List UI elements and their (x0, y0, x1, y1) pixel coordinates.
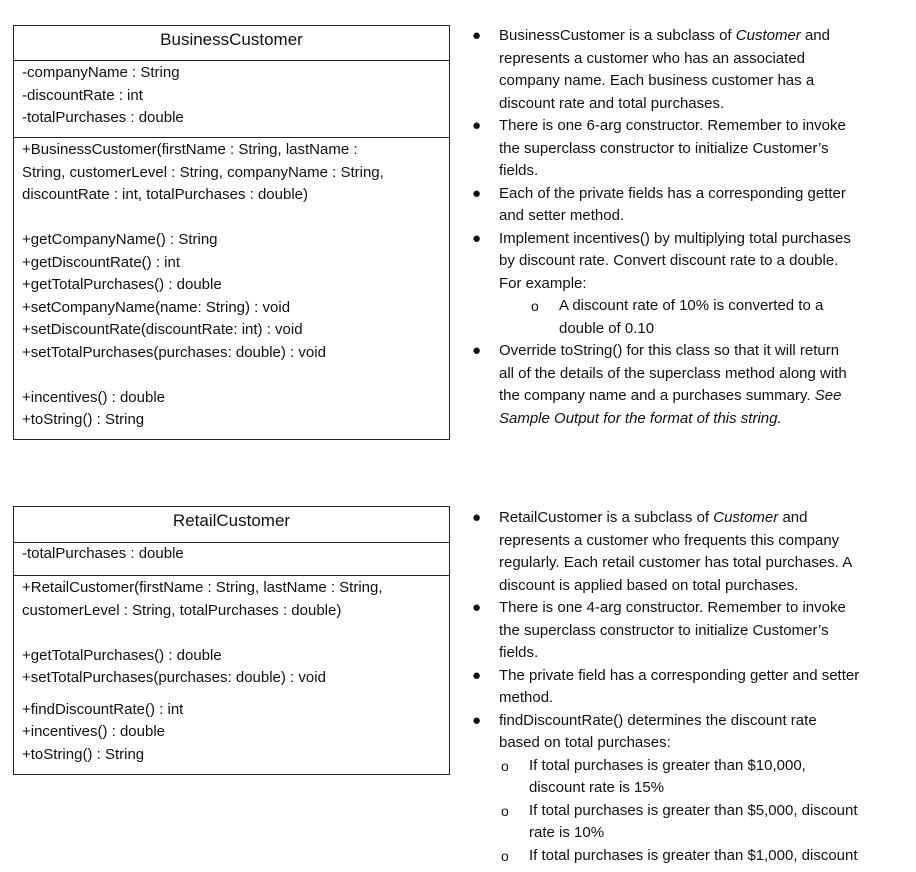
note-line: company name. Each business customer has a (499, 72, 815, 89)
spacer (22, 690, 449, 699)
note-line: Implement incentives() by multiplying total purchases (499, 229, 851, 247)
business-customer-methods (14, 138, 449, 432)
method-set-discount-rate: +setDiscountRate(discountRate: int) : void (22, 321, 303, 338)
sub-note-item (499, 800, 911, 845)
method-get-total-purchases: +getTotalPurchases() : double (22, 276, 222, 293)
spacer (22, 622, 449, 645)
note-line: represents a customer who has an associated (499, 49, 805, 67)
note-line: Each of the private fields has a corresponding getter (499, 184, 846, 202)
method-to-string: +toString() : String (22, 411, 145, 428)
method-set-total-purchases: +setTotalPurchases(purchases: double) : void (22, 343, 326, 361)
note-item (472, 710, 911, 868)
note-line: based on total purchases: (499, 734, 671, 751)
note-line: regularly. Each retail customer has total purchases. A (499, 554, 853, 571)
note-item (472, 340, 911, 430)
note-line: If total purchases is greater than $10,000, (529, 756, 806, 774)
note-line: and setter method. (499, 207, 625, 224)
sub-note-item (499, 295, 911, 340)
bullet-icon: ● (472, 184, 482, 202)
note-line: fields. (499, 644, 539, 661)
retail-customer-class-name: RetailCustomer (14, 507, 449, 543)
note-line: the company name and a purchases summary. See (499, 387, 842, 404)
method-find-discount-rate: +findDiscountRate() : int (22, 700, 184, 718)
note-line: There is one 4-arg constructor. Remember to invoke (499, 599, 846, 616)
bullet-icon: ● (472, 509, 482, 526)
sub-bullet-icon: o (501, 802, 509, 819)
note-line: the superclass constructor to initialize Customer’s (499, 621, 829, 639)
business-customer-fields (14, 61, 449, 138)
bullet-icon: ● (472, 342, 482, 359)
note-line: findDiscountRate() determines the discount rate (499, 711, 817, 729)
method-to-string: +toString() : String (22, 745, 145, 763)
note-line: discount rate is 15% (529, 779, 665, 796)
bullet-icon: ● (472, 117, 482, 134)
note-line: double of 0.10 (559, 319, 655, 337)
method-incentives: +incentives() : double (22, 723, 165, 740)
note-line: For example: (499, 274, 587, 292)
constructor-line: customerLevel : String, totalPurchases : double) (22, 601, 342, 619)
note-line: represents a customer who frequents this company (499, 531, 840, 549)
note-line: rate is 10% (529, 824, 605, 841)
method-get-company-name: +getCompanyName() : String (22, 231, 218, 248)
sub-bullet-icon: o (501, 847, 509, 864)
business-customer-class-name: BusinessCustomer (14, 26, 449, 61)
business-customer-class-box (13, 25, 450, 440)
constructor-line: String, customerLevel : String, companyName : String, (22, 163, 384, 181)
field-discount-rate: -discountRate : int (22, 86, 143, 104)
note-item (472, 507, 911, 597)
note-line: A discount rate of 10% is converted to a (559, 297, 824, 314)
note-line: There is one 6-arg constructor. Remember to invoke (499, 117, 846, 134)
retail-customer-methods (14, 576, 449, 766)
spacer (22, 207, 449, 230)
note-line: RetailCustomer is a subclass of Customer and (499, 509, 808, 526)
sub-note-item (499, 845, 911, 868)
note-line: fields. (499, 162, 539, 179)
note-item (472, 115, 911, 183)
field-company-name: -companyName : String (22, 64, 180, 81)
note-item (472, 597, 911, 665)
note-line: BusinessCustomer is a subclass of Customer and (499, 27, 830, 44)
sub-note-item (499, 755, 911, 800)
method-set-total-purchases: +setTotalPurchases(purchases: double) : void (22, 669, 326, 686)
constructor-line: +BusinessCustomer(firstName : String, lastName : (22, 141, 358, 158)
note-line: Override toString() for this class so that it will return (499, 342, 840, 359)
note-line: all of the details of the superclass method along with (499, 364, 847, 382)
sub-bullet-icon: o (501, 757, 509, 774)
constructor-line: +RetailCustomer(firstName : String, lastName : String, (22, 579, 383, 596)
bullet-icon: ● (472, 229, 482, 247)
retail-customer-fields (14, 543, 449, 576)
sub-bullet-icon: o (531, 298, 539, 314)
field-total-purchases: -totalPurchases : double (22, 545, 184, 562)
note-line: by discount rate. Convert discount rate to a double. (499, 252, 839, 269)
note-item (472, 25, 911, 115)
constructor-line: discountRate : int, totalPurchases : double) (22, 186, 308, 203)
method-set-company-name: +setCompanyName(name: String) : void (22, 298, 291, 316)
note-line: If total purchases is greater than $1,000, discount (529, 846, 858, 864)
note-line: The private field has a corresponding getter and setter (499, 666, 860, 684)
retail-customer-notes (472, 507, 911, 867)
bullet-icon: ● (472, 27, 482, 44)
note-line: Sample Output for the format of this string. (499, 409, 782, 427)
method-get-discount-rate: +getDiscountRate() : int (22, 253, 180, 271)
spacer (22, 364, 449, 387)
field-total-purchases: -totalPurchases : double (22, 109, 184, 126)
bullet-icon: ● (472, 666, 482, 684)
note-line: If total purchases is greater than $5,000, discount (529, 801, 858, 819)
bullet-icon: ● (472, 711, 482, 729)
note-item (472, 228, 911, 341)
note-line: the superclass constructor to initialize Customer’s (499, 139, 829, 157)
bullet-icon: ● (472, 599, 482, 616)
note-line: discount is applied based on total purchases. (499, 576, 799, 594)
business-customer-notes (472, 25, 911, 430)
note-line: discount rate and total purchases. (499, 94, 725, 112)
retail-customer-class-box (13, 506, 450, 775)
method-get-total-purchases: +getTotalPurchases() : double (22, 646, 222, 664)
note-item (472, 665, 911, 710)
method-incentives: +incentives() : double (22, 388, 165, 406)
note-line: method. (499, 689, 554, 706)
note-item (472, 183, 911, 228)
